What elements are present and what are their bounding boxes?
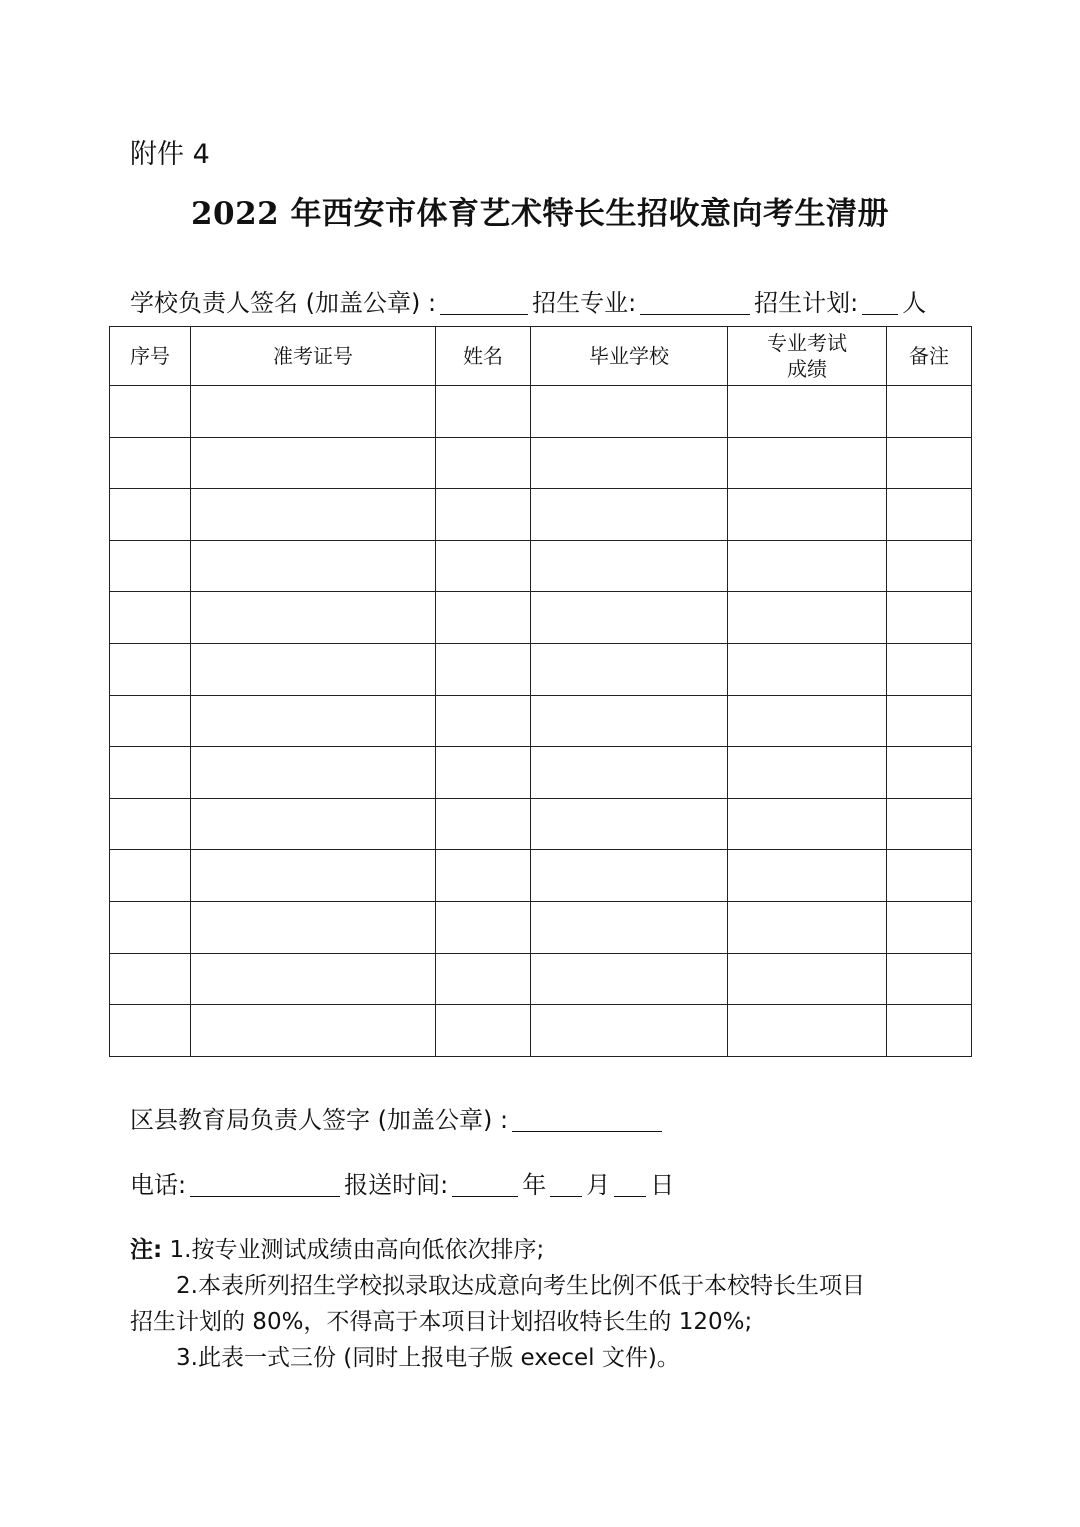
table-cell[interactable]: [728, 901, 887, 953]
contact-line: [130, 1165, 674, 1200]
table-cell[interactable]: [531, 901, 728, 953]
table-cell[interactable]: [191, 695, 436, 747]
school-sign-label: 学校负责人签名 (加盖公章) :: [130, 289, 437, 317]
table-cell[interactable]: [436, 850, 531, 902]
table-cell[interactable]: [728, 540, 887, 592]
day-blank[interactable]: [614, 1172, 646, 1197]
table-cell[interactable]: [887, 695, 972, 747]
table-cell[interactable]: [110, 643, 191, 695]
table-cell[interactable]: [191, 953, 436, 1005]
year-label: 年: [522, 1171, 547, 1199]
table-cell[interactable]: [436, 1005, 531, 1057]
table-cell[interactable]: [191, 643, 436, 695]
table-cell[interactable]: [110, 386, 191, 438]
table-cell[interactable]: [531, 695, 728, 747]
table-cell[interactable]: [887, 540, 972, 592]
table-cell[interactable]: [887, 850, 972, 902]
table-row: [110, 437, 972, 489]
table-cell[interactable]: [110, 695, 191, 747]
district-sign-label: 区县教育局负责人签字 (加盖公章) :: [130, 1106, 509, 1134]
header-name: 姓名: [436, 327, 531, 386]
table-cell[interactable]: [436, 953, 531, 1005]
header-serial: 序号: [110, 327, 191, 386]
table-row: [110, 540, 972, 592]
table-cell[interactable]: [887, 747, 972, 799]
table-cell[interactable]: [728, 386, 887, 438]
plan-blank[interactable]: [862, 290, 898, 315]
table-row: [110, 489, 972, 541]
header-ticket-number: 准考证号: [191, 327, 436, 386]
table-cell[interactable]: [191, 747, 436, 799]
day-label: 日: [650, 1171, 675, 1199]
phone-label: 电话:: [130, 1171, 187, 1199]
table-cell[interactable]: [887, 437, 972, 489]
table-cell[interactable]: [728, 850, 887, 902]
phone-blank[interactable]: [190, 1172, 340, 1197]
table-cell[interactable]: [887, 386, 972, 438]
table-cell[interactable]: [728, 695, 887, 747]
table-cell[interactable]: [887, 592, 972, 644]
table-cell[interactable]: [728, 437, 887, 489]
header-school: 毕业学校: [531, 327, 728, 386]
table-cell[interactable]: [531, 540, 728, 592]
table-row: [110, 643, 972, 695]
submit-time-label: 报送时间:: [344, 1171, 449, 1199]
table-cell[interactable]: [531, 953, 728, 1005]
table-cell[interactable]: [436, 386, 531, 438]
table-row: [110, 953, 972, 1005]
district-sign-blank[interactable]: [512, 1107, 662, 1132]
table-cell[interactable]: [191, 850, 436, 902]
table-cell[interactable]: [191, 540, 436, 592]
notes: [130, 1232, 960, 1376]
table-cell[interactable]: [887, 798, 972, 850]
table-cell[interactable]: [728, 643, 887, 695]
table-cell[interactable]: [436, 437, 531, 489]
table-cell[interactable]: [110, 592, 191, 644]
table-cell[interactable]: [728, 953, 887, 1005]
table-cell[interactable]: [110, 437, 191, 489]
plan-label: 招生计划:: [754, 289, 859, 317]
header-remarks: 备注: [887, 327, 972, 386]
table-cell[interactable]: [531, 643, 728, 695]
header-score-line2: 成绩: [787, 357, 827, 381]
header-score-line1: 专业考试: [767, 331, 847, 355]
table-cell[interactable]: [728, 1005, 887, 1057]
table-cell[interactable]: [436, 592, 531, 644]
table-cell[interactable]: [887, 901, 972, 953]
table-row: [110, 695, 972, 747]
table-cell[interactable]: [887, 489, 972, 541]
table-cell[interactable]: [531, 798, 728, 850]
table-cell[interactable]: [191, 1005, 436, 1057]
table-cell[interactable]: [110, 901, 191, 953]
table-cell[interactable]: [887, 1005, 972, 1057]
table-cell[interactable]: [531, 592, 728, 644]
notes-prefix: 注:: [130, 1237, 163, 1263]
table-cell[interactable]: [531, 1005, 728, 1057]
school-sign-blank[interactable]: [440, 290, 528, 315]
table-header-row: [110, 327, 972, 386]
table-cell[interactable]: [110, 747, 191, 799]
major-blank[interactable]: [640, 290, 750, 315]
district-signature-line: [130, 1100, 666, 1135]
table-row: [110, 850, 972, 902]
table-row: [110, 1005, 972, 1057]
note-item-3: 3.此表一式三份 (同时上报电子版 execel 文件)。: [176, 1345, 680, 1371]
table-cell[interactable]: [436, 540, 531, 592]
candidate-table: [109, 326, 972, 1057]
table-cell[interactable]: [110, 489, 191, 541]
table-cell[interactable]: [531, 437, 728, 489]
table-cell[interactable]: [531, 489, 728, 541]
table-cell[interactable]: [191, 798, 436, 850]
table-cell[interactable]: [531, 747, 728, 799]
table-cell[interactable]: [110, 540, 191, 592]
table-cell[interactable]: [436, 643, 531, 695]
table-cell[interactable]: [110, 798, 191, 850]
page-title: 2022 年西安市体育艺术特长生招收意向考生清册: [190, 196, 890, 232]
note-item-2b: 招生计划的 80%，不得高于本项目计划招收特长生的 120%;: [130, 1309, 753, 1335]
attachment-label: 附件 4: [130, 139, 210, 170]
table-cell[interactable]: [531, 850, 728, 902]
table-row: [110, 747, 972, 799]
table-row: [110, 901, 972, 953]
month-label: 月: [586, 1171, 611, 1199]
table-cell[interactable]: [887, 953, 972, 1005]
note-item-2a: 2.本表所列招生学校拟录取达成意向考生比例不低于本校特长生项目: [176, 1273, 865, 1299]
table-cell[interactable]: [436, 489, 531, 541]
major-label: 招生专业:: [532, 289, 637, 317]
table-cell[interactable]: [191, 437, 436, 489]
note-item-1: [130, 1232, 960, 1268]
table-cell[interactable]: [110, 1005, 191, 1057]
table-cell[interactable]: [728, 592, 887, 644]
table-cell[interactable]: [191, 386, 436, 438]
table-cell[interactable]: [728, 489, 887, 541]
table-row: [110, 592, 972, 644]
month-blank[interactable]: [550, 1172, 582, 1197]
note-item-1-text: 1.按专业测试成绩由高向低依次排序;: [169, 1237, 545, 1263]
table-cell[interactable]: [436, 695, 531, 747]
table-cell[interactable]: [887, 643, 972, 695]
table-cell[interactable]: [191, 489, 436, 541]
year-blank[interactable]: [452, 1172, 518, 1197]
table-cell[interactable]: [110, 953, 191, 1005]
table-cell[interactable]: [191, 592, 436, 644]
table-cell[interactable]: [110, 850, 191, 902]
table-cell[interactable]: [436, 901, 531, 953]
table-cell[interactable]: [728, 798, 887, 850]
table-cell[interactable]: [531, 386, 728, 438]
table-cell[interactable]: [191, 901, 436, 953]
table-cell[interactable]: [436, 747, 531, 799]
header-score: [728, 327, 887, 386]
table-cell[interactable]: [728, 747, 887, 799]
school-signature-line: [130, 283, 926, 318]
table-cell[interactable]: [436, 798, 531, 850]
plan-unit: 人: [902, 289, 927, 317]
table-row: [110, 386, 972, 438]
table-row: [110, 798, 972, 850]
